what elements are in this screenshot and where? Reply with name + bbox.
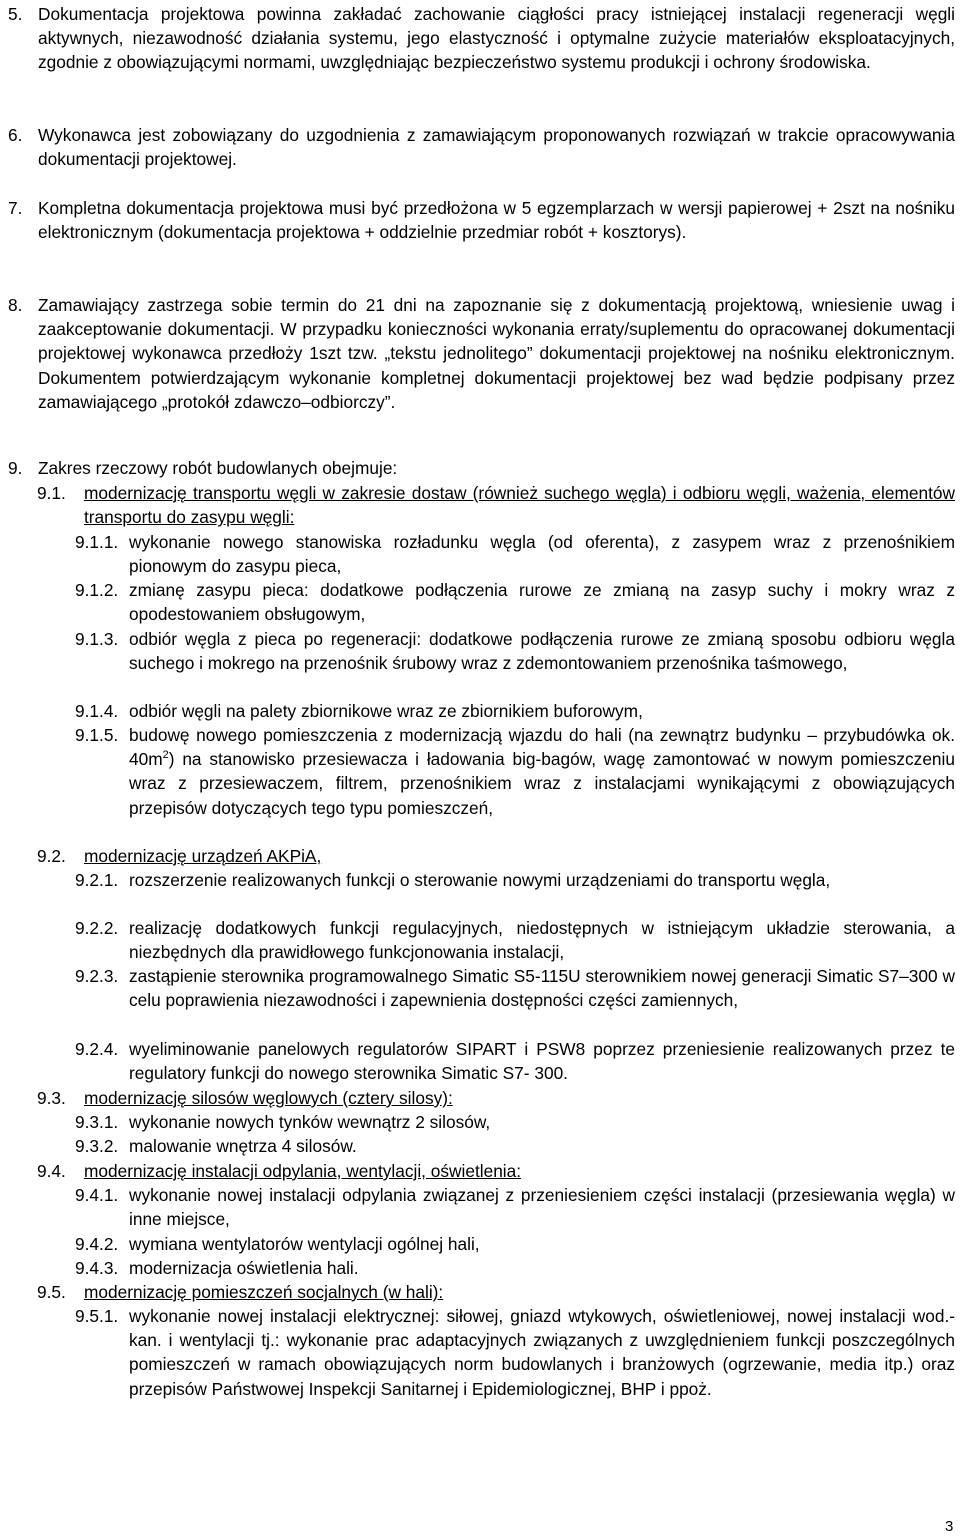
item-number: 9.4.1.	[75, 1185, 119, 1205]
item-text: wyeliminowanie panelowych regulatorów SIPART i PSW8 poprzez przeniesienie realizowanych przez te regulatory funkcji do nowego sterownika Simatic S7- 300.	[129, 1039, 955, 1084]
scope-item-9-2-4	[75, 1037, 955, 1085]
item-text: odbiór węgli na palety zbiornikowe wraz ze zbiornikiem buforowym,	[129, 701, 643, 721]
scope-section-9-3	[37, 1086, 955, 1110]
paragraph-8	[8, 293, 955, 414]
scope-item-9-1-5	[75, 723, 955, 820]
scope-item-9-5-1	[75, 1304, 955, 1401]
page-number: 3	[945, 1518, 954, 1535]
item-number: 9.3.1.	[75, 1112, 119, 1132]
item-number: 9.4.3.	[75, 1258, 119, 1278]
paragraph-number: 5.	[8, 4, 23, 24]
scope-item-9-1-3	[75, 627, 955, 675]
section-title: modernizację instalacji odpylania, wentylacji, oświetlenia:	[84, 1161, 522, 1181]
item-number: 9.1.5.	[75, 725, 119, 745]
scope-item-9-3-2	[75, 1134, 955, 1158]
paragraph-6	[8, 123, 955, 171]
section-number: 9.1.	[37, 483, 66, 503]
item-text: modernizacja oświetlenia hali.	[129, 1258, 359, 1278]
paragraph-text: Zamawiający zastrzega sobie termin do 21 dni na zapoznanie się z dokumentacją projektową, wniesienie uwag i zaakceptowanie dokumentacji. W przypadku konieczności wykonania erraty/suplementu do opracowanej dokumentacji projektowej wykonawca przedłoży 1szt tzw. „tekstu jednolitego” dokumentacji projektowej na nośniku elektronicznym. Dokumentem potwierdzającym wykonanie kompletnej dokumentacji projektowej bez wad będzie podpisany przez zamawiającego „protokół zdawczo–odbiorczy”.	[38, 295, 955, 412]
paragraph-5	[8, 2, 955, 75]
paragraph-text: Wykonawca jest zobowiązany do uzgodnienia z zamawiającym proponowanych rozwiązań w trakcie opracowywania dokumentacji projektowej.	[38, 125, 955, 170]
paragraph-text: Zakres rzeczowy robót budowlanych obejmuje:	[38, 458, 398, 478]
item-text	[129, 723, 955, 820]
paragraph-number: 8.	[8, 295, 23, 315]
item-text: wykonanie nowej instalacji odpylania związanej z przeniesieniem części instalacji (przesiewania węgla) w inne miejsce,	[129, 1185, 955, 1230]
area-exponent: 2	[162, 749, 169, 762]
item-number: 9.2.4.	[75, 1039, 119, 1059]
item-text-part: ) na stanowisko przesiewacza i ładowania big-bagów, wagę zamontować w nowym pomieszczeniu wraz z przesiewaczem, filtrem, przenośnikiem wraz z instalacjami wynikającymi z obowiązujących przepisów dotyczących tego typu pomieszczeń,	[129, 749, 955, 818]
item-number: 9.1.3.	[75, 629, 119, 649]
item-text-part: budowę nowego pomieszczenia z modernizacją wjazdu do hali (na zewnątrz budynku – przybudówka ok. 40m	[129, 725, 955, 770]
item-number: 9.2.2.	[75, 918, 119, 938]
item-number: 9.2.1.	[75, 870, 119, 890]
item-number: 9.3.2.	[75, 1136, 119, 1156]
section-title: modernizację transportu węgli w zakresie dostaw (również suchego węgla) i odbioru węgli, ważenia, elementów transportu do zasypu węgli:	[84, 483, 955, 528]
paragraph-7	[8, 196, 955, 244]
item-text: wykonanie nowej instalacji elektrycznej: siłowej, gniazd wtykowych, oświetleniowej, nowej instalacji wod.-kan. i wentylacji tj.: wykonanie prac adaptacyjnych związanych z uwzględnieniem funkcji poszczególnych pomieszczeń w ramach obowiązujących norm budowlanych i branżowych (ogrzewanie, media itp.) oraz przepisów Państwowej Inspekcji Sanitarnej i Epidemiologicznej, BHP i ppoż.	[129, 1306, 955, 1399]
paragraph-number: 7.	[8, 198, 23, 218]
item-text: odbiór węgla z pieca po regeneracji: dodatkowe podłączenia rurowe ze zmianą sposobu odbioru węgla suchego i mokrego na przenośnik śrubowy wraz z zdemontowaniem przenośnika taśmowego,	[129, 629, 955, 674]
section-title: modernizację urządzeń AKPiA,	[84, 846, 322, 866]
scope-section-9-5	[37, 1280, 955, 1304]
scope-item-9-4-1	[75, 1183, 955, 1231]
paragraph-9	[8, 456, 955, 480]
paragraph-text: Kompletna dokumentacja projektowa musi być przedłożona w 5 egzemplarzach w wersji papierowej + 2szt na nośniku elektronicznym (dokumentacja projektowa + oddzielnie przedmiar robót + kosztorys).	[38, 198, 955, 243]
item-text: zmianę zasypu pieca: dodatkowe podłączenia rurowe ze zmianą na zasyp suchy i mokry wraz z opodestowaniem obsługowym,	[129, 580, 955, 625]
item-text: realizację dodatkowych funkcji regulacyjnych, niedostępnych w istniejącym układzie sterowania, a niezbędnych dla prawidłowego funkcjonowania instalacji,	[129, 918, 955, 963]
paragraph-text: Dokumentacja projektowa powinna zakładać zachowanie ciągłości pracy istniejącej instalacji regeneracji węgli aktywnych, niezawodność działania systemu, jego elastyczność i optymalne zużycie materiałów eksploatacyjnych, zgodnie z obowiązującymi normami, uwzględniając bezpieczeństwo systemu produkcji i ochrony środowiska.	[38, 4, 955, 73]
scope-section-9-4	[37, 1159, 955, 1183]
scope-section-9-1	[37, 481, 955, 529]
item-text: zastąpienie sterownika programowalnego Simatic S5-115U sterownikiem nowej generacji Simatic S7–300 w celu poprawienia niezawodności i zapewnienia dostępności części zamiennych,	[129, 966, 955, 1011]
item-number: 9.1.4.	[75, 701, 119, 721]
paragraph-number: 9.	[8, 458, 23, 478]
section-title: modernizację pomieszczeń socjalnych (w hali):	[84, 1282, 444, 1302]
scope-section-9-2	[37, 844, 955, 868]
item-text: malowanie wnętrza 4 silosów.	[129, 1136, 357, 1156]
item-text: wykonanie nowego stanowiska rozładunku węgla (od oferenta), z zasypem wraz z przenośnikiem pionowym do zasypu pieca,	[129, 532, 955, 577]
section-number: 9.4.	[37, 1161, 66, 1181]
scope-item-9-2-3	[75, 964, 955, 1012]
item-number: 9.2.3.	[75, 966, 119, 986]
section-number: 9.3.	[37, 1088, 66, 1108]
scope-item-9-3-1	[75, 1110, 955, 1134]
scope-item-9-2-2	[75, 916, 955, 964]
section-title: modernizację silosów węglowych (cztery silosy):	[84, 1088, 453, 1108]
scope-item-9-2-1	[75, 868, 955, 892]
item-number: 9.5.1.	[75, 1306, 119, 1326]
scope-item-9-1-1	[75, 530, 955, 578]
item-number: 9.4.2.	[75, 1234, 119, 1254]
item-text: wymiana wentylatorów wentylacji ogólnej hali,	[129, 1234, 480, 1254]
item-text: rozszerzenie realizowanych funkcji o sterowanie nowymi urządzeniami do transportu węgla,	[129, 870, 831, 890]
scope-item-9-4-2	[75, 1232, 955, 1256]
scope-item-9-1-2	[75, 578, 955, 626]
scope-item-9-1-4	[75, 699, 955, 723]
paragraph-number: 6.	[8, 125, 23, 145]
item-number: 9.1.2.	[75, 580, 119, 600]
section-number: 9.5.	[37, 1282, 66, 1302]
item-number: 9.1.1.	[75, 532, 119, 552]
scope-item-9-4-3	[75, 1256, 955, 1280]
section-number: 9.2.	[37, 846, 66, 866]
item-text: wykonanie nowych tynków wewnątrz 2 silosów,	[129, 1112, 491, 1132]
